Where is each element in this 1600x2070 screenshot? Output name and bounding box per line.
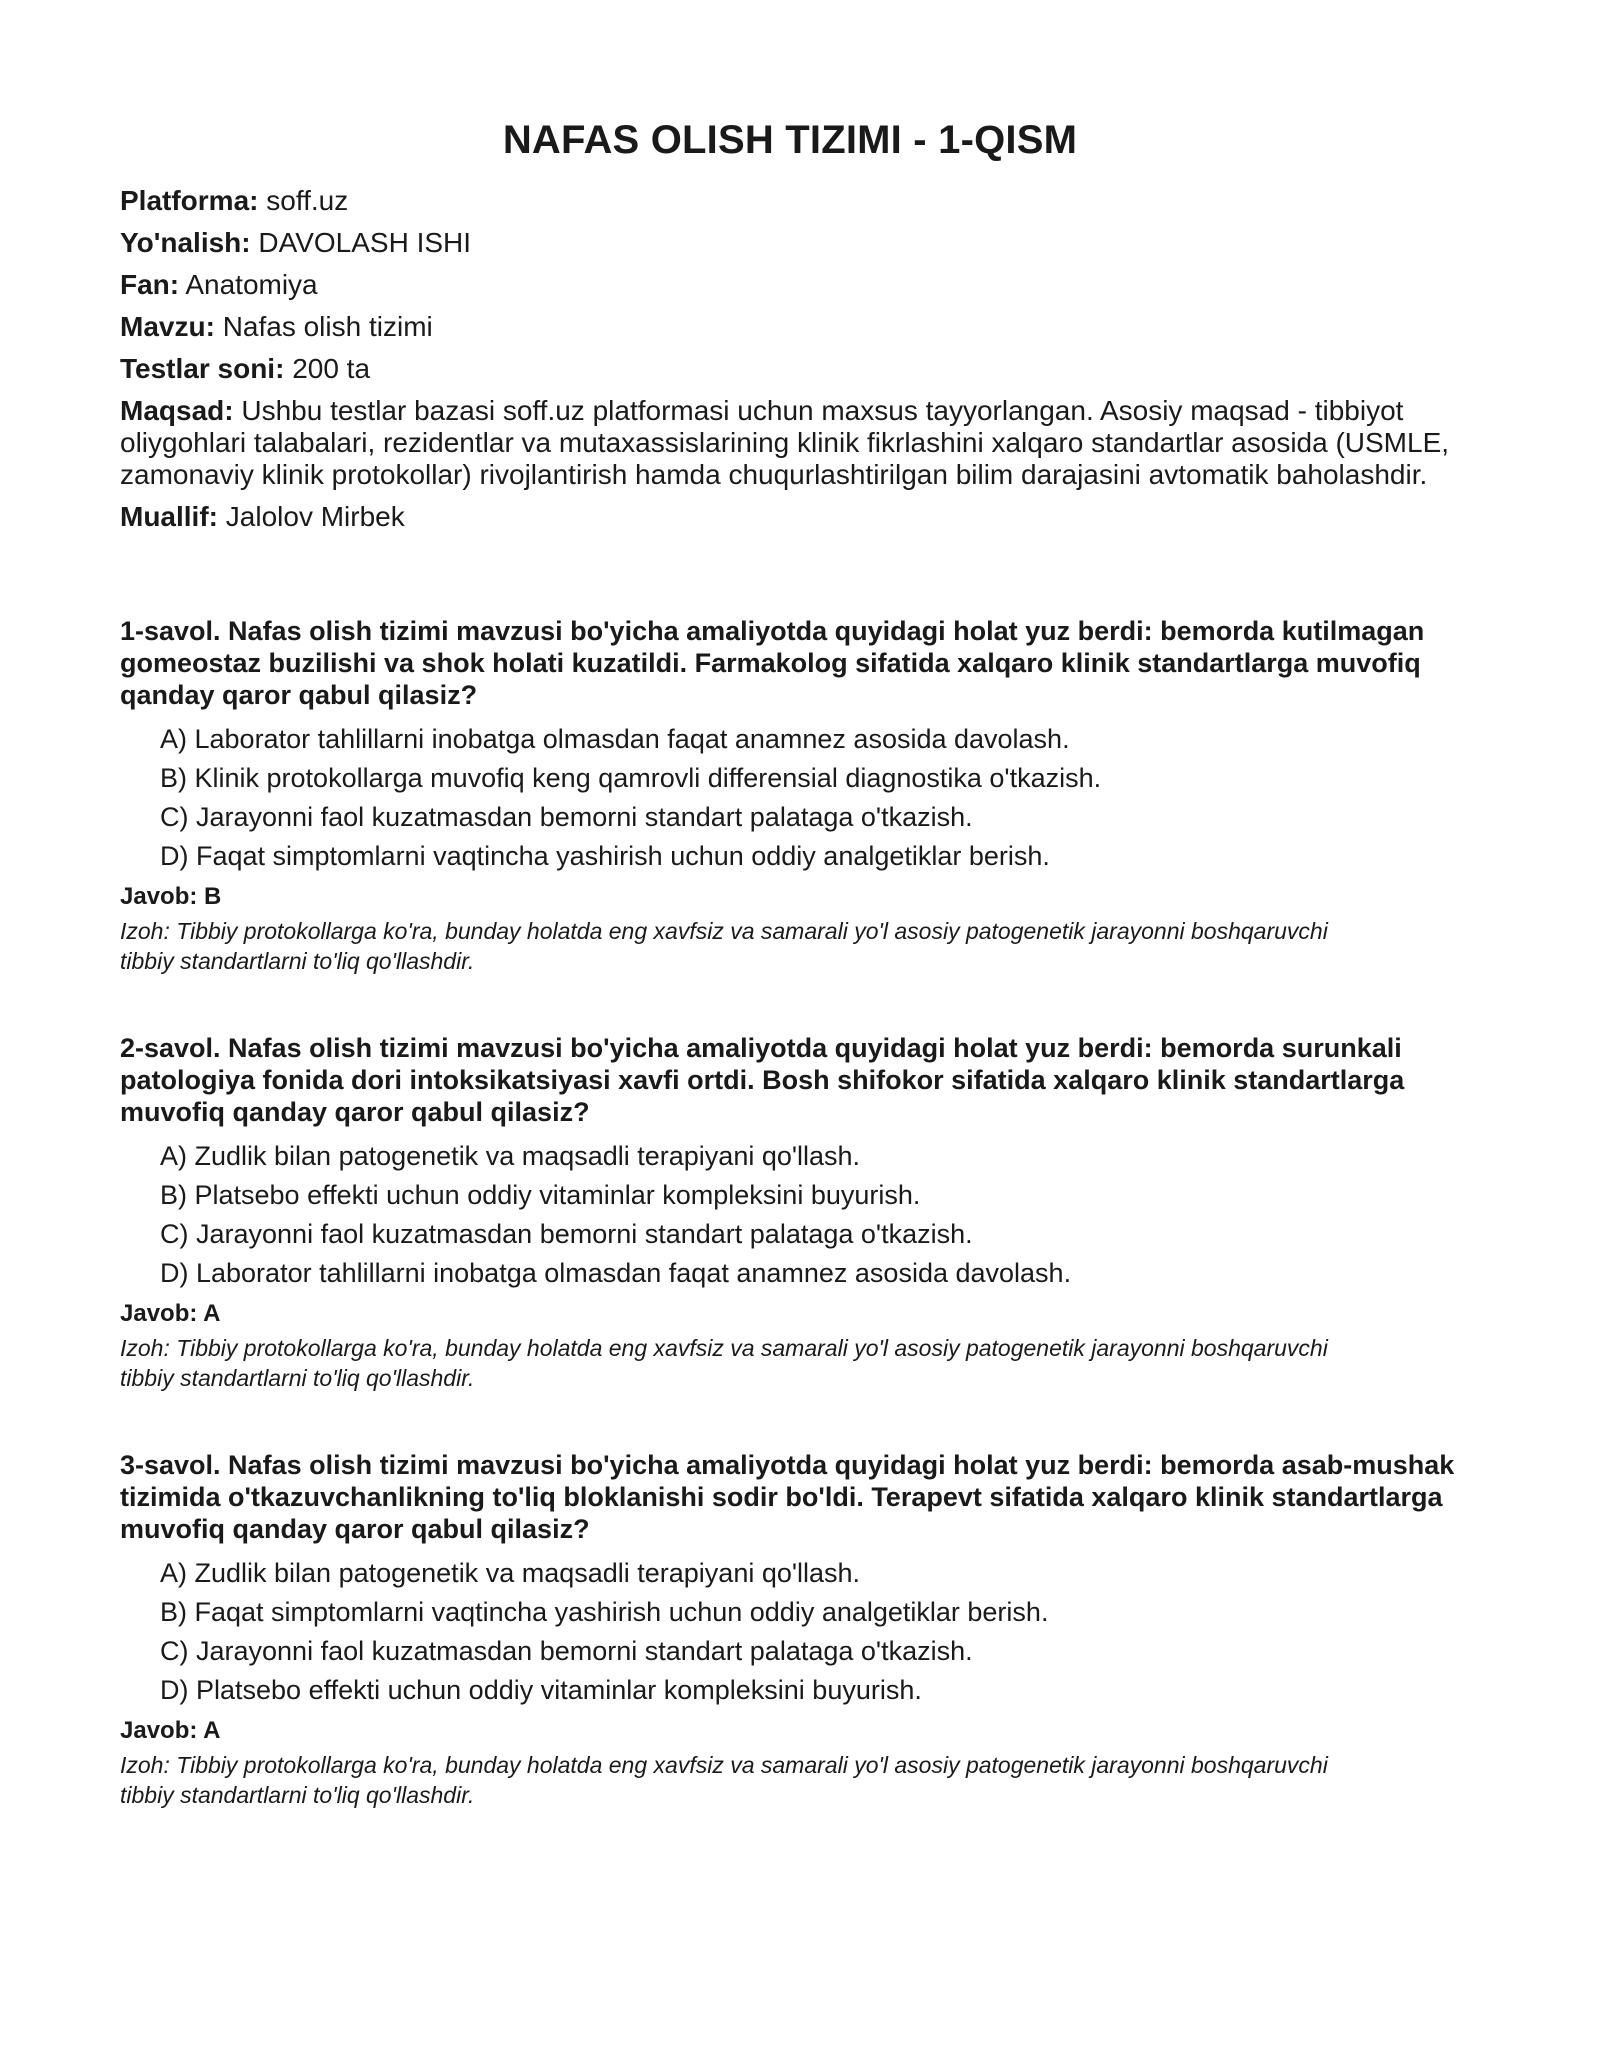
meta-purpose-label: Maqsad: (120, 395, 234, 426)
answer-option-c: C) Jarayonni faol kuzatmasdan bemorni standart palataga o'tkazish. (160, 1636, 973, 1666)
meta-direction (120, 227, 1460, 259)
meta-platform-label: Platforma: (120, 185, 259, 216)
correct-answer: Javob: A (120, 1300, 221, 1327)
answer-option-b: B) Platsebo effekti uchun oddiy vitaminlar kompleksini buyurish. (160, 1180, 921, 1210)
meta-author (120, 501, 1460, 533)
answer-explanation: Izoh: Tibbiy protokollarga ko'ra, bunday holatda eng xavfsiz va samarali yo'l asosiy patogenetik jarayonni boshqaruvchi tibbiy standartlarni to'liq qo'llashdir. (120, 1752, 1328, 1808)
meta-subject-value: Anatomiya (185, 269, 318, 300)
answer-explanation: Izoh: Tibbiy protokollarga ko'ra, bunday holatda eng xavfsiz va samarali yo'l asosiy patogenetik jarayonni boshqaruvchi tibbiy standartlarni to'liq qo'llashdir. (120, 1335, 1328, 1391)
correct-answer: Javob: A (120, 1717, 221, 1744)
question-text: 3-savol. Nafas olish tizimi mavzusi bo'yicha amaliyotda quyidagi holat yuz berdi: bemorda asab-mushak tizimida o'tkazuvchanlikning to'liq bloklanishi sodir bo'ldi. Terapevt sifatida xalqaro klinik standartlarga muvofiq qanday qaror qabul qilasiz? (120, 1450, 1455, 1544)
meta-topic-value: Nafas olish tizimi (222, 311, 433, 342)
answer-option-a: A) Laborator tahlillarni inobatga olmasdan faqat anamnez asosida davolash. (160, 724, 1070, 754)
meta-purpose-value: Ushbu testlar bazasi soff.uz platformasi uchun maxsus tayyorlangan. Asosiy maqsad - tibbiyot oliygohlari talabalari, rezidentlar va mutaxassislarining klinik fikrlashini xalqaro standartlar asosida (USMLE, zamonaviy klinik protokollar) rivojlantirish hamda chuqurlashtirilgan bilim darajasini avtomatik baholashdir. (120, 395, 1450, 490)
meta-direction-value: DAVOLASH ISHI (258, 227, 472, 258)
answer-option-d: D) Faqat simptomlarni vaqtincha yashirish uchun oddiy analgetiklar berish. (160, 841, 1050, 871)
question-text: 1-savol. Nafas olish tizimi mavzusi bo'yicha amaliyotda quyidagi holat yuz berdi: bemorda kutilmagan gomeostaz buzilishi va shok holati kuzatildi. Farmakolog sifatida xalqaro klinik standartlarga muvofiq qanday qaror qabul qilasiz? (120, 616, 1425, 710)
answer-option-d: D) Laborator tahlillarni inobatga olmasdan faqat anamnez asosida davolash. (160, 1258, 1072, 1288)
metadata-block (120, 185, 1460, 533)
meta-purpose (120, 395, 1460, 491)
meta-test-count (120, 353, 1460, 385)
meta-author-label: Muallif: (120, 501, 218, 532)
question-block (120, 1449, 1460, 1810)
correct-answer: Javob: B (120, 883, 222, 910)
answer-option-a: A) Zudlik bilan patogenetik va maqsadli terapiyani qo'llash. (160, 1558, 861, 1588)
question-block (120, 1032, 1460, 1393)
meta-platform (120, 185, 1460, 217)
answer-option-c: C) Jarayonni faol kuzatmasdan bemorni standart palataga o'tkazish. (160, 1219, 973, 1249)
meta-test-count-label: Testlar soni: (120, 353, 285, 384)
meta-direction-label: Yo'nalish: (120, 227, 251, 258)
meta-platform-value: soff.uz (266, 185, 349, 216)
answer-option-c: C) Jarayonni faol kuzatmasdan bemorni standart palataga o'tkazish. (160, 802, 973, 832)
meta-test-count-value: 200 ta (292, 353, 371, 384)
answer-option-a: A) Zudlik bilan patogenetik va maqsadli terapiyani qo'llash. (160, 1141, 861, 1171)
questions-list (120, 615, 1460, 1810)
answer-explanation: Izoh: Tibbiy protokollarga ko'ra, bunday holatda eng xavfsiz va samarali yo'l asosiy patogenetik jarayonni boshqaruvchi tibbiy standartlarni to'liq qo'llashdir. (120, 918, 1328, 974)
meta-topic-label: Mavzu: (120, 311, 215, 342)
meta-author-value: Jalolov Mirbek (225, 501, 405, 532)
answer-option-b: B) Klinik protokollarga muvofiq keng qamrovli differensial diagnostika o'tkazish. (160, 763, 1102, 793)
question-block (120, 615, 1460, 976)
question-text: 2-savol. Nafas olish tizimi mavzusi bo'yicha amaliyotda quyidagi holat yuz berdi: bemorda surunkali patologiya fonida dori intoksikatsiyasi xavfi ortdi. Bosh shifokor sifatida xalqaro klinik standartlarga muvofiq qanday qaror qabul qilasiz? (120, 1033, 1405, 1127)
answer-option-d: D) Platsebo effekti uchun oddiy vitaminlar kompleksini buyurish. (160, 1675, 922, 1705)
meta-subject-label: Fan: (120, 269, 180, 300)
meta-topic (120, 311, 1460, 343)
document-page (120, 118, 1460, 1866)
meta-subject (120, 269, 1460, 301)
document-title: NAFAS OLISH TIZIMI - 1-QISM (502, 118, 1078, 162)
answer-option-b: B) Faqat simptomlarni vaqtincha yashirish uchun oddiy analgetiklar berish. (160, 1597, 1049, 1627)
